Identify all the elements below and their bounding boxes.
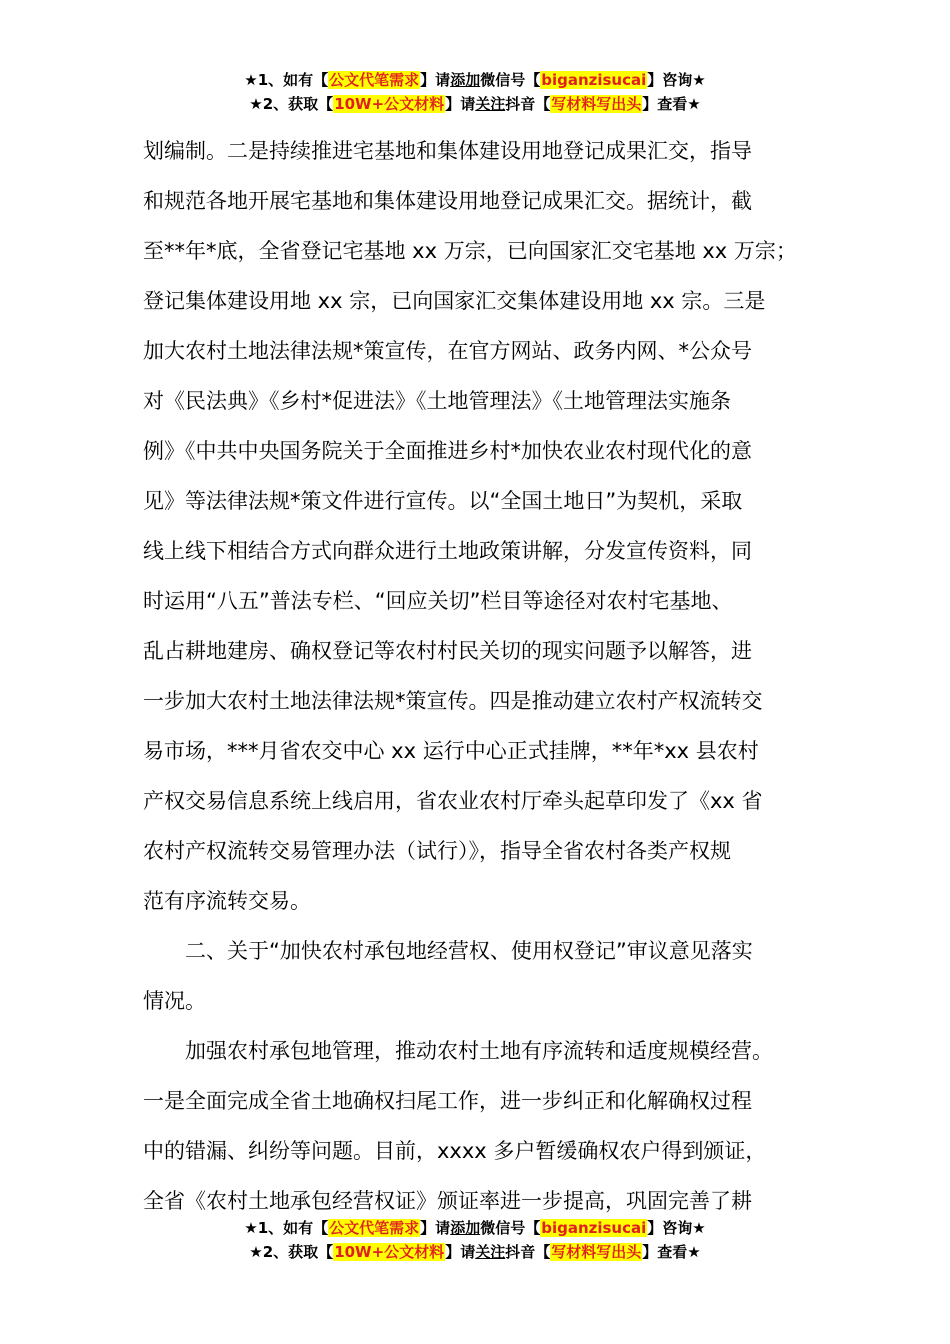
highlight-douyin: 写材料写出头 [551,95,642,113]
banner-line-1: ★1、如有【公文代笔需求】请添加微信号【biganzisucai】咨询★ [244,1219,706,1237]
body-line: 和规范各地开展宅基地和集体建设用地登记成果汇交。据统计，截 [143,189,752,213]
body-line: 乱占耕地建房、确权登记等农村村民关切的现实问题予以解答，进 [143,639,752,663]
banner-line-1: ★1、如有【公文代笔需求】请添加微信号【biganzisucai】咨询★ [244,71,706,89]
highlight-douyin: 写材料写出头 [551,1243,642,1261]
body-line: 对《民法典》《乡村*促进法》《土地管理法》《土地管理法实施条 [143,389,731,413]
body-line: 登记集体建设用地 xx 宗，已向国家汇交集体建设用地 xx 宗。三是 [143,289,766,313]
body-line: 线上线下相结合方式向群众进行土地政策讲解，分发宣传资料，同 [143,539,752,563]
body-line: 一是全面完成全省土地确权扫尾工作，进一步纠正和化解确权过程 [143,1089,752,1113]
body-line: 范有序流转交易。 [143,889,311,913]
body-line: 产权交易信息系统上线启用，省农业农村厅牵头起草印发了《xx 省 [143,789,763,813]
highlight-service: 公文代笔需求 [329,1219,420,1237]
body-line: 易市场，***月省农交中心 xx 运行中心正式挂牌，**年*xx 县农村 [143,739,759,763]
body-line: 农村产权流转交易管理办法（试行）》，指导全省农村各类产权规 [143,839,731,863]
body-line: 全省《农村土地承包经营权证》颁证率进一步提高，巩固完善了耕 [143,1189,752,1213]
body-line: 至**年*底，全省登记宅基地 xx 万宗，已向国家汇交宅基地 xx 万宗； [143,239,797,263]
body-line: 见》等法律法规*策文件进行宣传。以“全国土地日”为契机，采取 [143,489,743,513]
body-line: 一步加大农村土地法律法规*策宣传。四是推动建立农村产权流转交 [143,689,763,713]
document-body [143,126,843,1226]
body-line: 情况。 [143,989,206,1013]
body-line: 加强农村承包地管理，推动农村土地有序流转和适度规模经营。 [143,1039,773,1063]
highlight-service: 公文代笔需求 [329,71,420,89]
body-line: 时运用“八五”普法专栏、“回应关切”栏目等途径对农村宅基地、 [143,589,733,613]
body-line: 加大农村土地法律法规*策宣传，在官方网站、政务内网、*公众号 [143,339,752,363]
banner-line-2: ★2、获取【10W+公文材料】请关注抖音【写材料写出头】查看★ [249,1243,701,1261]
body-line: 中的错漏、纠纷等问题。目前，xxxx 多户暂缓确权农户得到颁证， [143,1139,767,1163]
highlight-materials: 10W+公文材料 [334,1243,445,1261]
section-heading: 二、关于“加快农村承包地经营权、使用权登记”审议意见落实 [143,939,753,963]
highlight-wechat-id: biganzisucai [541,71,647,89]
body-line: 划编制。二是持续推进宅基地和集体建设用地登记成果汇交，指导 [143,139,752,163]
header-banner [0,68,950,116]
highlight-wechat-id: biganzisucai [541,1219,647,1237]
banner-line-2: ★2、获取【10W+公文材料】请关注抖音【写材料写出头】查看★ [249,95,701,113]
footer-banner [0,1216,950,1264]
highlight-materials: 10W+公文材料 [334,95,445,113]
body-line: 例》《中共中央国务院关于全面推进乡村*加快农业农村现代化的意 [143,439,752,463]
